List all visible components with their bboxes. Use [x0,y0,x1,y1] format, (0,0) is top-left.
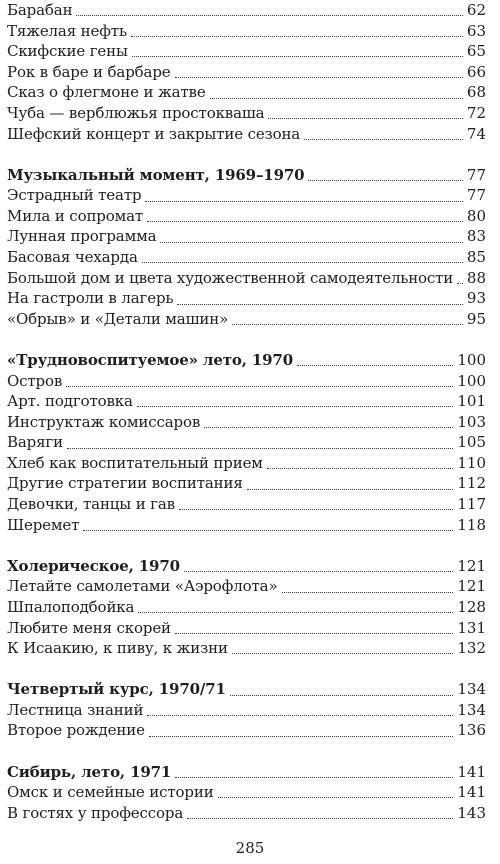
entry-page-number: 93 [466,289,486,308]
toc-section [7,556,486,659]
section-heading-title: Холерическое, 1970 [7,556,180,575]
toc-entry [7,309,486,330]
toc-entry [7,21,486,42]
toc-entry [7,473,486,494]
toc-section-heading [7,762,486,783]
entry-title: К Исаакию, к пиву, к жизни [7,639,228,658]
entry-title: Сказ о флегмоне и жатве [7,83,206,102]
toc-entry [7,700,486,721]
entry-title: Рок в баре и барбаре [7,62,171,81]
entry-page-number: 103 [457,412,486,431]
dot-leader [177,303,462,305]
entry-page-number: 72 [466,103,486,122]
entry-title: Инструктаж комиссаров [7,412,201,431]
entry-title: Скифские гены [7,42,128,61]
entry-page-number: 136 [457,721,486,740]
dot-leader [218,796,454,798]
entry-page-number: 121 [457,577,486,596]
entry-title: Большой дом и цвета художественной самодеятельности [7,268,453,287]
dot-leader [247,488,454,490]
toc-entry [7,618,486,639]
dot-leader [457,282,463,284]
toc-entry [7,453,486,474]
entry-page-number: 63 [466,21,486,40]
entry-title: «Обрыв» и «Детали машин» [7,309,229,328]
entry-title: Барабан [7,1,73,19]
entry-page-number: 74 [466,124,486,143]
toc-entry [7,782,486,803]
entry-page-number: 77 [466,165,486,184]
entry-title: Шеремет [7,515,80,534]
toc-entry [7,803,486,824]
toc-entry [7,226,486,247]
toc-section [7,0,486,144]
dot-leader [175,776,453,778]
toc-entry [7,371,486,392]
toc-entry [7,0,486,21]
dot-leader [230,694,454,696]
entry-title: Девочки, танцы и гав [7,495,175,514]
dot-leader [179,508,453,510]
entry-title: Омск и семейные истории [7,783,214,802]
table-of-contents [7,0,486,823]
toc-section-heading [7,679,486,700]
dot-leader [160,241,462,243]
toc-section-heading [7,165,486,186]
dot-leader [66,385,453,387]
dot-leader [204,426,453,428]
dot-leader [132,55,463,57]
dot-leader [138,611,453,613]
dot-leader [137,405,454,407]
toc-entry [7,185,486,206]
entry-page-number: 77 [466,186,486,205]
toc-section [7,350,486,535]
entry-page-number: 143 [457,803,486,822]
entry-title: Эстрадный театр [7,186,142,205]
toc-entry [7,124,486,145]
entry-page-number: 88 [466,268,486,287]
section-heading-title: Музыкальный момент, 1969–1970 [7,165,305,184]
dot-leader [210,97,463,99]
page-number: 285 [235,839,265,857]
entry-page-number: 62 [466,1,486,19]
entry-page-number: 68 [466,83,486,102]
entry-title: Лунная программа [7,227,157,246]
toc-entry [7,288,486,309]
toc-section-heading [7,556,486,577]
toc-section [7,679,486,741]
dot-leader [147,714,453,716]
toc-entry [7,206,486,227]
entry-page-number: 105 [457,433,486,452]
toc-entry [7,638,486,659]
dot-leader [184,570,453,572]
entry-page-number: 110 [457,453,486,472]
dot-leader [67,447,453,449]
toc-section [7,165,486,330]
toc-section-heading [7,350,486,371]
entry-title: Арт. подготовка [7,392,133,411]
dot-leader [83,529,453,531]
toc-entry [7,41,486,62]
toc-entry [7,515,486,536]
entry-page-number: 141 [457,762,486,781]
entry-page-number: 117 [457,495,486,514]
dot-leader [297,364,453,366]
toc-entry [7,82,486,103]
entry-title: В гостях у профессора [7,803,184,822]
entry-page-number: 134 [457,700,486,719]
entry-page-number: 101 [457,392,486,411]
entry-page-number: 131 [457,618,486,637]
entry-title: Любите меня скорей [7,618,171,637]
entry-page-number: 66 [466,62,486,81]
toc-entry [7,391,486,412]
dot-leader [175,76,463,78]
toc-entry [7,268,486,289]
dot-leader [232,323,463,325]
dot-leader [187,817,453,819]
dot-leader [142,261,463,263]
section-heading-title: Четвертый курс, 1970/71 [7,680,226,699]
dot-leader [282,591,454,593]
entry-title: Остров [7,371,63,390]
toc-entry [7,103,486,124]
toc-entry [7,412,486,433]
dot-leader [147,220,463,222]
entry-title: Варяги [7,433,63,452]
entry-title: Другие стратегии воспитания [7,474,243,493]
toc-section [7,762,486,824]
entry-title: Мила и сопромат [7,206,144,225]
entry-title: Тяжелая нефть [7,21,127,40]
dot-leader [175,632,453,634]
entry-title: Чуба — верблюжья простокваша [7,103,265,122]
toc-entry [7,432,486,453]
entry-page-number: 134 [457,680,486,699]
dot-leader [131,35,463,37]
toc-entry [7,62,486,83]
entry-page-number: 112 [457,474,486,493]
entry-title: Второе рождение [7,721,145,740]
entry-page-number: 141 [457,783,486,802]
dot-leader [304,138,463,140]
entry-page-number: 132 [457,639,486,658]
dot-leader [268,117,462,119]
toc-entry [7,576,486,597]
entry-page-number: 128 [457,597,486,616]
dot-leader [267,467,454,469]
entry-title: Лестница знаний [7,700,144,719]
dot-leader [76,14,462,16]
toc-entry [7,494,486,515]
entry-title: Летайте самолетами «Аэрофлота» [7,577,278,596]
entry-page-number: 65 [466,42,486,61]
dot-leader [145,200,462,202]
entry-page-number: 121 [457,556,486,575]
section-heading-title: Сибирь, лето, 1971 [7,762,172,781]
entry-title: Басовая чехарда [7,248,138,267]
entry-page-number: 80 [466,206,486,225]
dot-leader [149,735,454,737]
entry-title: Шпалоподбойка [7,597,135,616]
entry-page-number: 83 [466,227,486,246]
entry-title: Хлеб как воспитательный прием [7,453,263,472]
section-heading-title: «Трудновоспитуемое» лето, 1970 [7,350,294,369]
entry-page-number: 85 [466,248,486,267]
toc-entry [7,720,486,741]
entry-page-number: 100 [457,371,486,390]
toc-entry [7,597,486,618]
dot-leader [308,179,462,181]
entry-title: На гастроли в лагерь [7,289,174,308]
dot-leader [232,652,453,654]
toc-entry [7,247,486,268]
entry-title: Шефский концерт и закрытие сезона [7,124,301,143]
entry-page-number: 118 [457,515,486,534]
entry-page-number: 95 [466,309,486,328]
entry-page-number: 100 [457,350,486,369]
